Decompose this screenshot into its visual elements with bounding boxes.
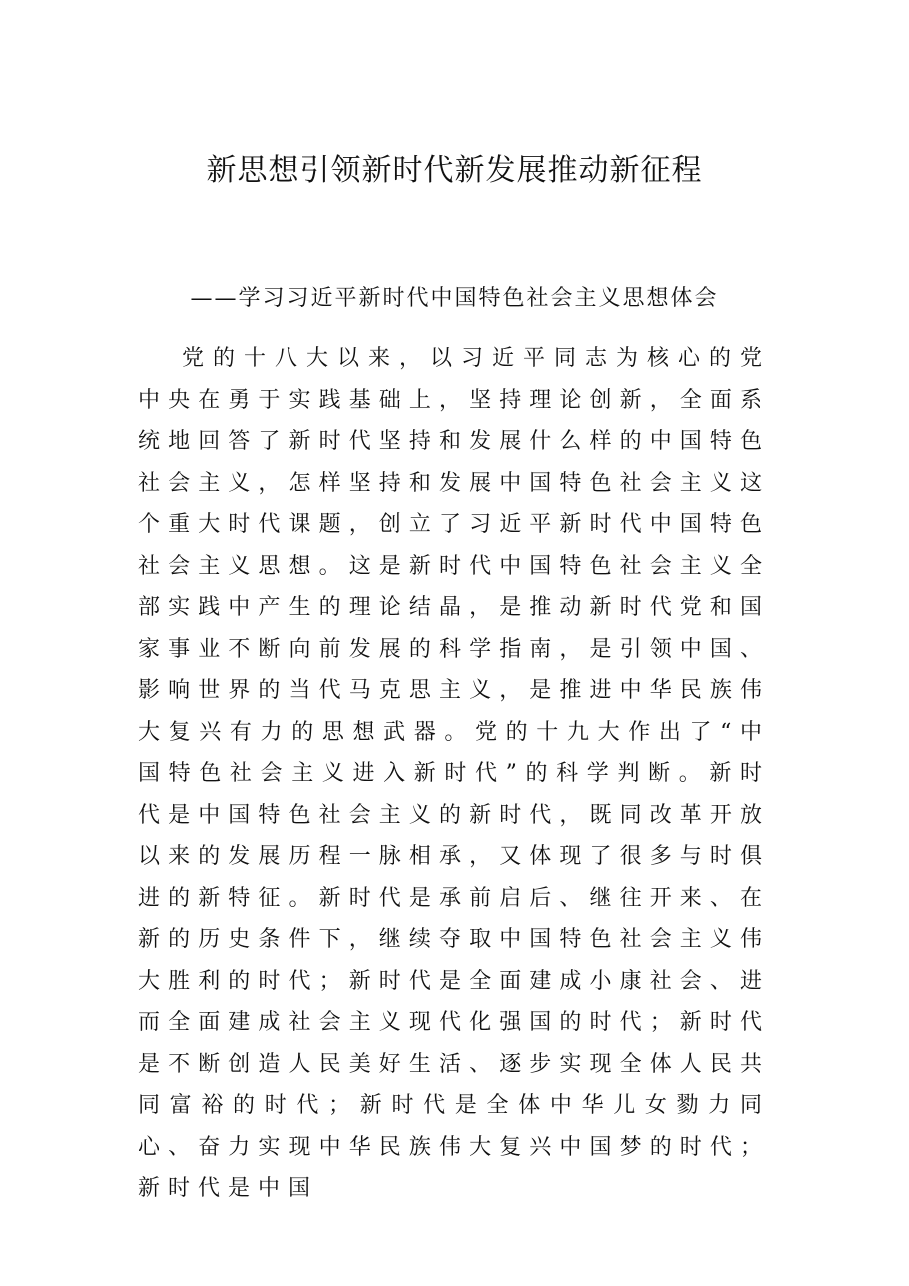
document-subtitle: ——学习习近平新时代中国特色社会主义思想体会 — [190, 286, 719, 311]
document-title: 新思想引领新时代新发展推动新征程 — [206, 153, 703, 188]
body-paragraph: 党的十八大以来，以习近平同志为核心的党中央在勇于实践基础上，坚持理论创新，全面系统地回答了新时代坚持和发展什么样的中国特色社会主义，怎样坚持和发展中国特色社会主义这个重大时代课题，创立了习近平新时代中国特色社会主义思想。这是新时代中国特色社会主义全部实践中产生的理论结晶，是推动新时代党和国家事业不断向前发展的科学指南，是引领中国、影响世界的当代马克思主义，是推进中华民族伟大复兴有力的思想武器。党的十九大作出了“中国特色社会主义进入新时代”的科学判断。新时代是中国特色社会主义的新时代，既同改革开放以来的发展历程一脉相承，又体现了很多与时俱进的新特征。新时代是承前启后、继往开来、在新的历史条件下，继续夺取中国特色社会主义伟大胜利的时代；新时代是全面建成小康社会、进而全面建成社会主义现代化强国的时代；新时代是不断创造人民美好生活、逐步实现全体人民共同富裕的时代；新时代是全体中华儿女勠力同心、奋力实现中华民族伟大复兴中国梦的时代；新时代是中国 — [138, 346, 770, 1201]
